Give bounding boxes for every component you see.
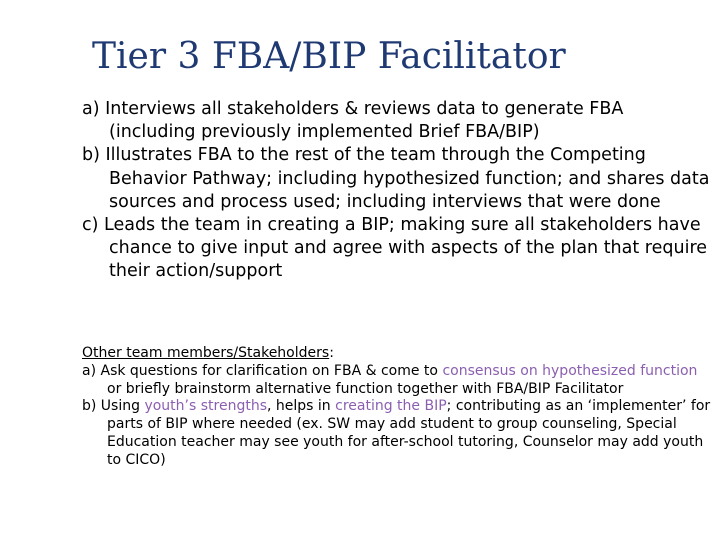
facilitator-duty-a: a) Interviews all stakeholders & reviews data to generate FBA (including previously implemented Brief FBA/BIP) — [82, 99, 624, 143]
duty-b-highlight-2: creating the BIP — [335, 398, 447, 415]
stakeholder-duties-section — [82, 345, 712, 470]
facilitator-duties-list — [82, 98, 712, 284]
duty-a-text-1: a) Ask questions for clarification on FBA & come to — [82, 362, 443, 379]
stakeholder-duty-a — [82, 363, 712, 399]
slide-title: Tier 3 FBA/BIP Facilitator — [92, 36, 566, 77]
duty-b-text-2: , helps in — [267, 398, 336, 415]
stakeholders-heading: Other team members/Stakeholders — [82, 345, 330, 361]
duty-b-highlight-1: youth’s strengths — [144, 398, 267, 415]
duty-b-text-1: b) Using — [82, 398, 145, 415]
duty-b-text-3: ; contributing as an ‘implementer’ for parts of BIP where needed (ex. SW may add student to group counseling, Special Education teacher may see youth for after-school tutoring, Counselor may add youth to CICO) — [107, 398, 711, 468]
duty-a-highlight: consensus on hypothesized function — [442, 362, 698, 379]
facilitator-duty-b: b) Illustrates FBA to the rest of the team through the Competing Behavior Pathway; including hypothesized function; and shares data sources and process used; including interviews that were done — [82, 145, 710, 212]
stakeholders-heading-colon: : — [329, 345, 334, 361]
facilitator-duty-c: c) Leads the team in creating a BIP; making sure all stakeholders have chance to give input and agree with aspects of the plan that require their action/support — [82, 215, 708, 282]
duty-a-text-2: or briefly brainstorm alternative function together with FBA/BIP Facilitator — [107, 380, 624, 397]
stakeholder-duty-b — [82, 398, 712, 469]
stakeholders-heading-line — [82, 345, 712, 363]
